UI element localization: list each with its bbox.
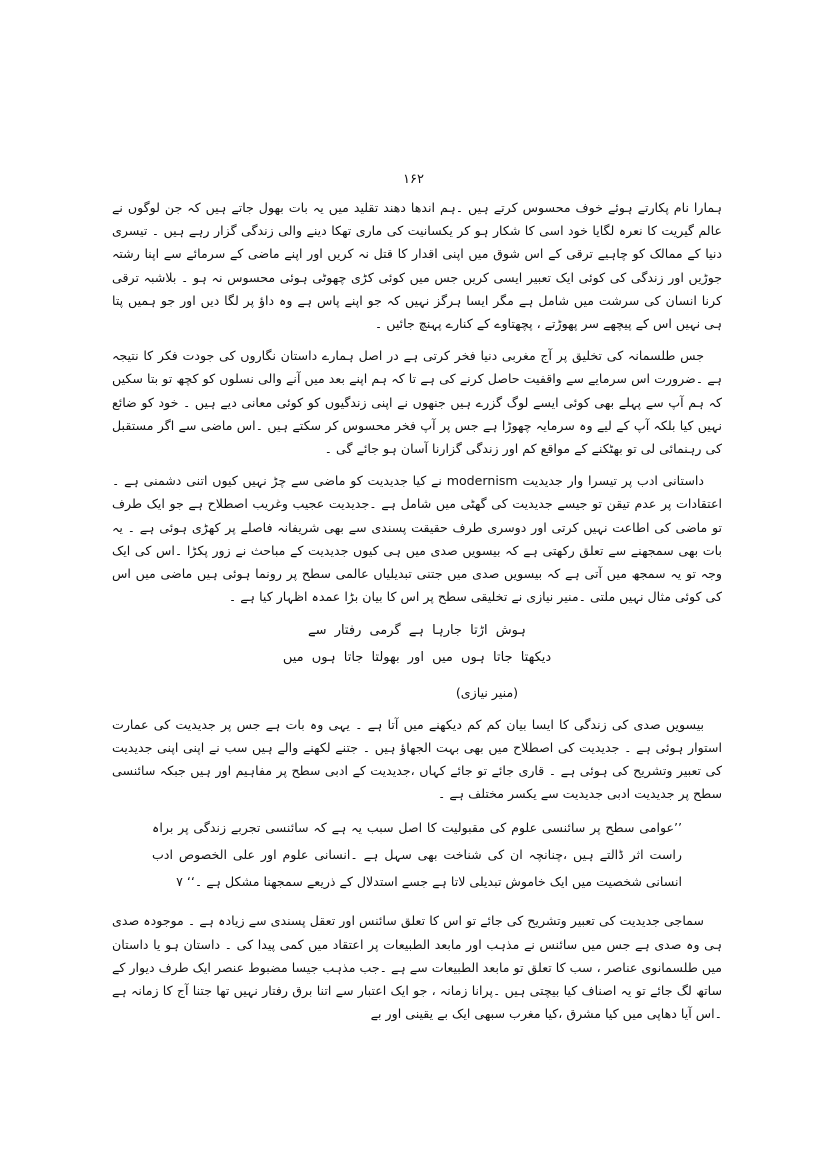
paragraph-4: بیسویں صدی کی زندگی کا ایسا بیان کم کم دیکھنے میں آتا ہے ۔ یہی وہ بات ہے جس پر جدیدیت کی عمارت استوار ہوئی ہے ۔ جدیدیت کی اصطلاح میں بھی بہت الجھاؤ ہیں ۔ جتنے لکھنے والے ہیں سب نے اپنی اپنی جدیدیت کی تعبیر وتشریح کی ہوئی ہے ۔ قاری جائے تو جائے کہاں ،جدیدیت کے ادبی سطح پر مفاہیم اور ہیں جبکہ سائنسی سطح پر جدیدیت ادبی جدیدیت سے یکسر مختلف ہے ۔ [112,716,722,802]
paragraph-1: ہمارا نام پکارتے ہوئے خوف محسوس کرتے ہیں ۔ہم اندھا دھند تقلید میں یہ بات بھول جاتے ہیں کہ جن لوگوں نے عالم گیریت کا نعرہ لگایا خود اسی کا شکار ہو کر یکسانیت کی ماری تھکا دینے والی زندگی گزار رہے ہیں ۔ تیسری دنیا کے ممالک کو چاہیے ترقی کے اس شوق میں اپنی اقدار کا قتل نہ کریں اور اپنے ماضی کے سرمائے سے اپنا رشتہ جوڑیں اور زندگی کی کوئی ایک تعبیر ایسی کریں جس میں کوئی کڑی چھوٹی ہوئی محسوس نہ ہو ۔ بلاشبہ ترقی کرنا انسان کی سرشت میں شامل ہے مگر ایسا ہرگز نہیں کہ جو اپنے پاس ہے وہ داؤ پر لگا دیں اور جو ہمیں پتا ہی نہیں اس کے پیچھے سر پھوڑتے ، پچھتاوے کے کنارے پہنچ جائیں ۔ [112,200,722,332]
paragraph-3: داستانی ادب پر تیسرا وار جدیدیت modernism نے کیا جدیدیت کو ماضی سے چڑ نہیں کیوں اتنی دشمنی ہے ۔ اعتقادات پر عدم تیقن تو جیسے جدیدیت کی گھٹی میں شامل ہے ۔جدیدیت عجیب وغریب اصطلاح ہے جو ایک طرف تو ماضی کی اطاعت نہیں کرتی اور دوسری طرف حقیقت پسندی سے بھی شریفانہ فاصلے پر کھڑی ہوئی ہے ۔ یہ بات بھی سمجھنے سے تعلق رکھتی ہے کہ بیسویں صدی میں ہی کیوں جدیدیت کے مباحث نے زور پکڑا ۔اس کی ایک وجہ تو یہ سمجھ میں آتی ہے کہ بیسویں صدی میں جتنی تبدیلیاں عالمی سطح پر رونما ہوئی ہیں ماضی میں اس کی کوئی مثال نہیں ملتی ۔منیر نیازی نے تخلیقی سطح پر اس کا بیان بڑا عمدہ اظہار کیا ہے ۔ [112,473,722,605]
page-number: ۱۶۲ [403,172,424,187]
paragraph-5: سماجی جدیدیت کی تعبیر وتشریح کی جائے تو اس کا تعلق سائنس اور تعقل پسندی سے زیادہ ہے ۔ موجودہ صدی ہی وہ صدی ہے جس میں سائنس نے مذہب اور مابعد الطبیعات پر اعتقاد میں کمی پیدا کی ۔ داستان ہو یا داستان میں طلسمانوی عناصر ، سب کا تعلق تو مابعد الطبیعات سے ہے ۔جب مذہب جیسا مضبوط عنصر ایک طرف دیوار کے ساتھ لگ جائے تو یہ اصناف کیا بیچتی ہیں ۔پرانا زمانہ ، جو ایک اعتبار سے اتنا برق رفتار نہیں تھا جتنا آج کا زمانہ ہے ۔اس آیا دھاپی میں کیا مشرق ،کیا مغرب سبھی ایک بے یقینی اور بے [112,913,722,1022]
block-quote: ’’عوامی سطح پر سائنسی علوم کی مقبولیت کا اصل سبب یہ ہے کہ سائنسی تجربے زندگی پر براہ راست اثر ڈالتے ہیں ،چنانچہ ان کی شناخت بھی سہل ہے ۔انسانی علوم اور علی الخصوص ادب انسانی شخصیت میں ایک خاموش تبدیلی لاتا ہے جسے استدلال کے ذریعے سمجھنا مشکل ہے ۔‘‘ ۷ [152,820,682,890]
couplet-attribution: (منیر نیازی) [455,685,519,701]
couplet [112,617,722,671]
paragraph-2: جس طلسمانہ کی تخلیق پر آج مغربی دنیا فخر کرتی ہے در اصل ہمارے داستان نگاروں کی جودت فکر کا نتیجہ ہے ۔ضرورت اس سرمایے سے واقفیت حاصل کرنے کی ہے تا کہ ہم اپنے بعد میں آنے والی نسلوں کو کچھ تو بتا سکیں کہ ہم آپ سے پہلے بھی کوئی ایسے لوگ گزرے ہیں جنھوں نے اپنی زندگیوں کو کوئی معانی دیے ہیں ۔ خود کو ضائع نہیں کیا بلکہ آپ کے لیے وہ سرمایہ چھوڑا ہے جس پر آپ فخر محسوس کر سکتے ہیں ۔اس ماضی سے اگر مستقبل کی رہنمائی لی تو بھٹکنے کے مواقع کم اور زندگی گزارنا آسان ہو جائے گی ۔ [112,348,722,457]
body-text [112,196,722,1034]
couplet-line-1: ہوش اڑتا جارہا ہے گرمی رفتار سے [308,623,526,639]
couplet-line-2: دیکھتا جاتا ہوں میں اور بھولتا جاتا ہوں میں [282,650,552,666]
